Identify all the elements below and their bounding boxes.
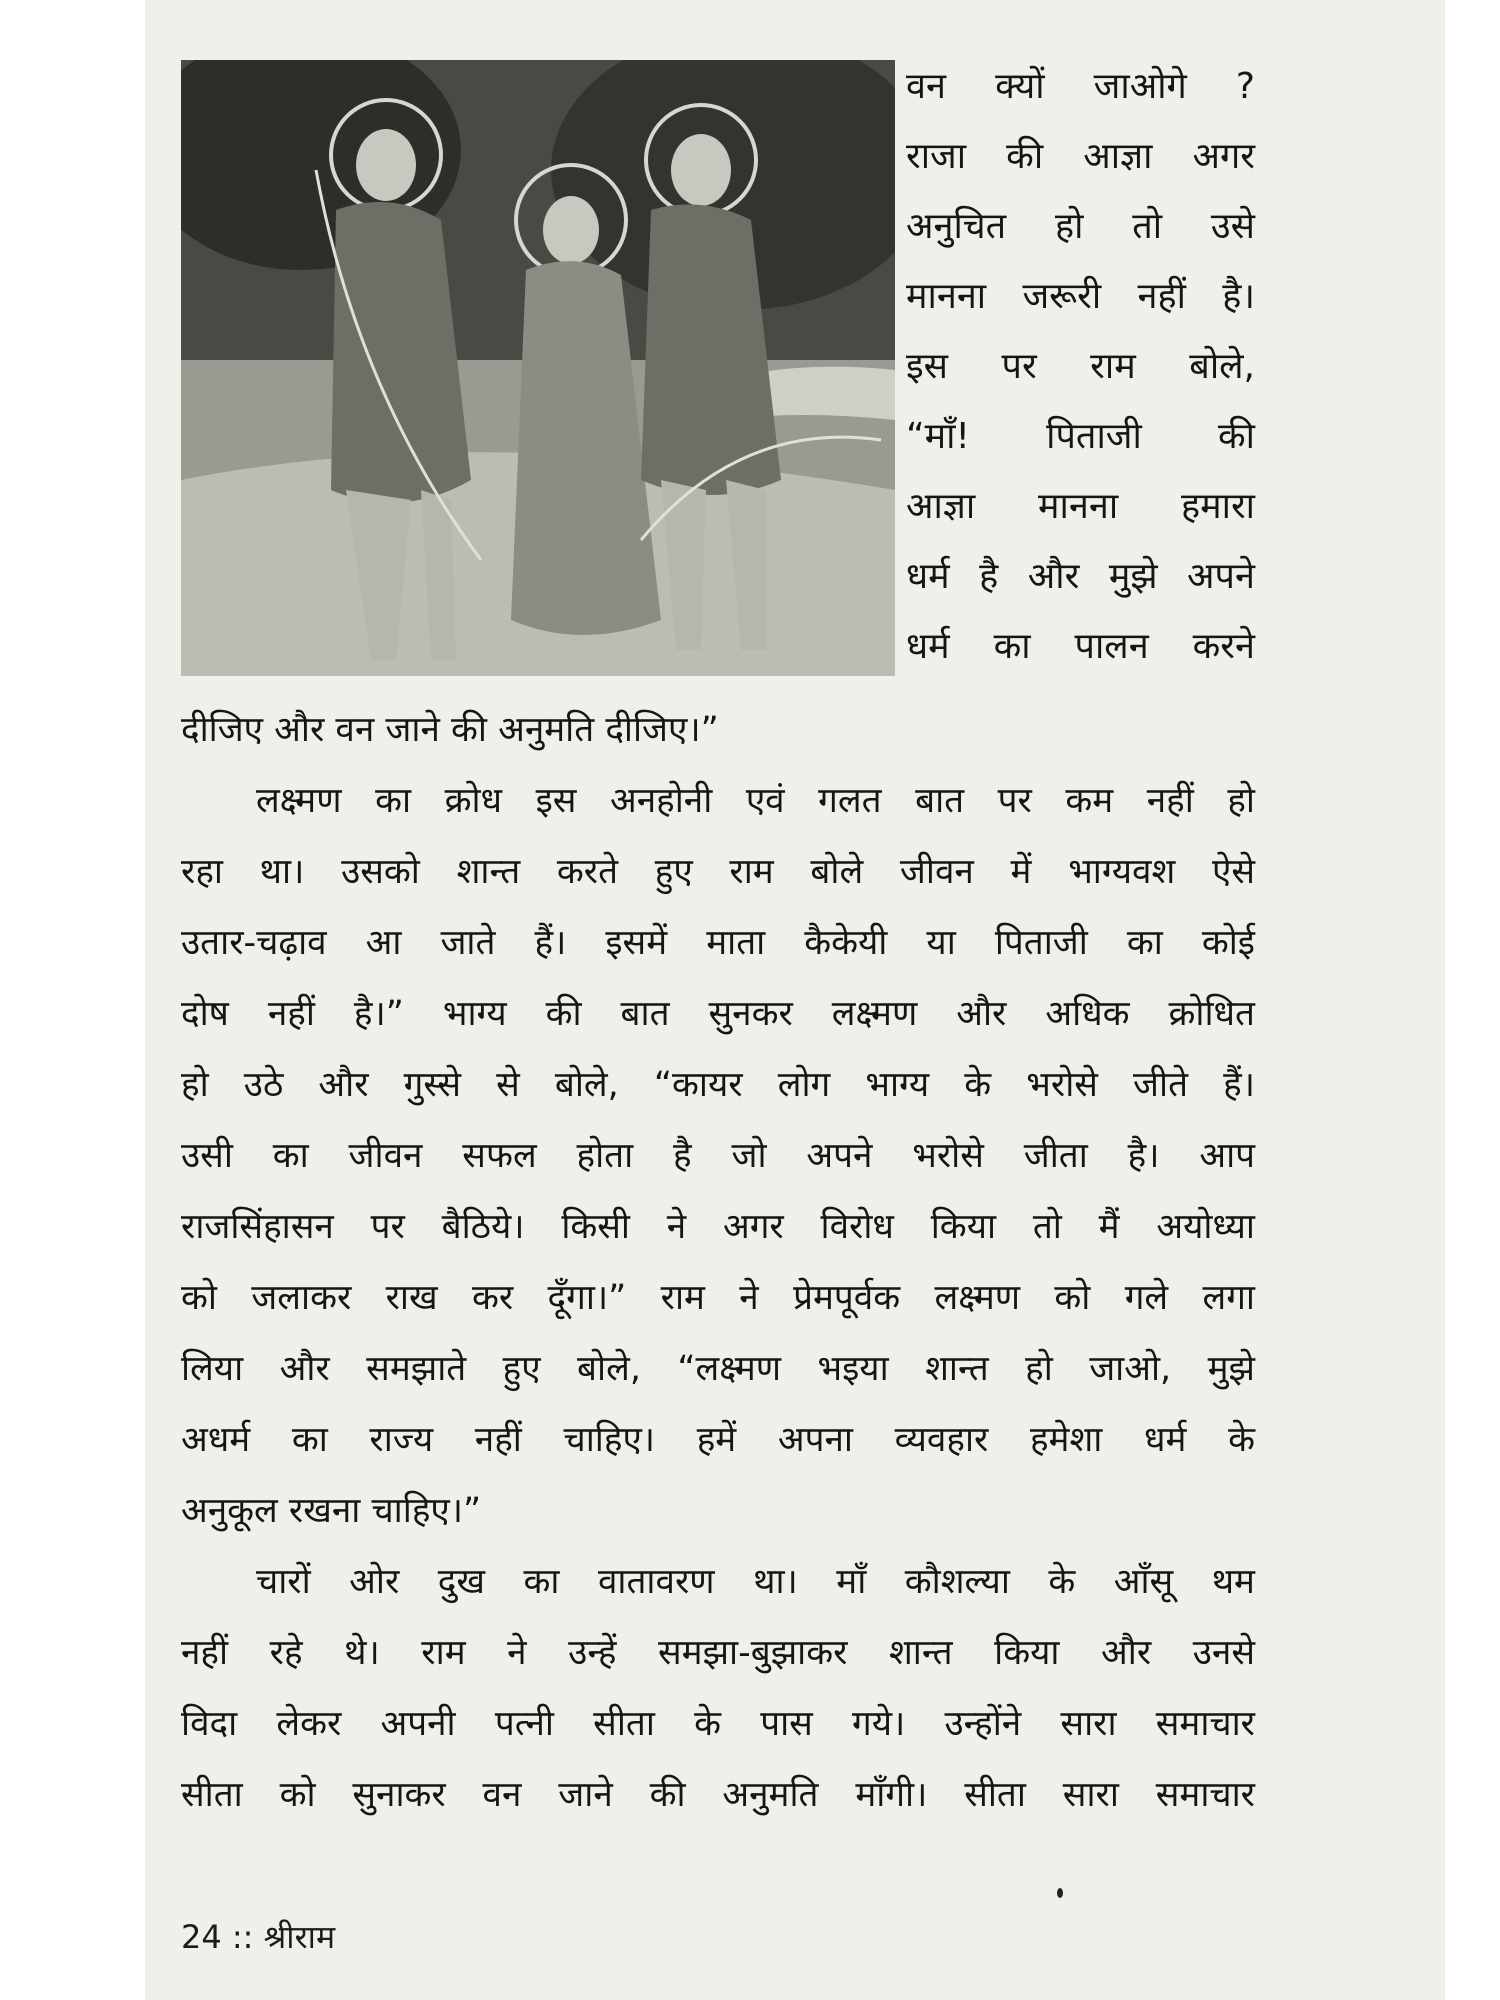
text-line: अनुचित हो तो उसे bbox=[906, 206, 1255, 247]
text-line: नहीं रहे थे। राम ने उन्हें समझा-बुझाकर शान्त किया और उनसे bbox=[181, 1633, 1255, 1673]
text-line: विदा लेकर अपनी पत्नी सीता के पास गये। उन्होंने सारा समाचार bbox=[181, 1704, 1255, 1744]
ink-speck bbox=[1057, 1888, 1063, 1898]
text-line: वन क्यों जाओगे ? bbox=[906, 66, 1255, 107]
text-line: इस पर राम बोले, bbox=[906, 346, 1255, 387]
text-line: राजा की आज्ञा अगर bbox=[906, 136, 1255, 177]
text-line: रहा था। उसको शान्त करते हुए राम बोले जीवन में भाग्यवश ऐसे bbox=[181, 852, 1255, 892]
text-line: को जलाकर राख कर दूँगा।” राम ने प्रेमपूर्वक लक्ष्मण को गले लगा bbox=[181, 1278, 1255, 1318]
text-line: दोष नहीं है।” भाग्य की बात सुनकर लक्ष्मण और अधिक क्रोधित bbox=[181, 994, 1255, 1034]
text-line: लिया और समझाते हुए बोले, “लक्ष्मण भइया शान्त हो जाओ, मुझे bbox=[181, 1349, 1255, 1389]
text-line: आज्ञा मानना हमारा bbox=[906, 486, 1255, 527]
text-line: उसी का जीवन सफल होता है जो अपने भरोसे जीता है। आप bbox=[181, 1136, 1255, 1176]
text-line: उतार-चढ़ाव आ जाते हैं। इसमें माता कैकेयी या पिताजी का कोई bbox=[181, 923, 1255, 963]
text-line: धर्म है और मुझे अपने bbox=[906, 556, 1255, 597]
text-line: राजसिंहासन पर बैठिये। किसी ने अगर विरोध किया तो मैं अयोध्या bbox=[181, 1207, 1255, 1247]
text-line: लक्ष्मण का क्रोध इस अनहोनी एवं गलत बात पर कम नहीं हो bbox=[256, 781, 1255, 821]
illustration bbox=[181, 60, 895, 676]
text-line: मानना जरूरी नहीं है। bbox=[906, 276, 1255, 317]
illustration-drawing bbox=[181, 60, 895, 676]
text-line: हो उठे और गुस्से से बोले, “कायर लोग भाग्य के भरोसे जीते हैं। bbox=[181, 1065, 1255, 1105]
text-line: सीता को सुनाकर वन जाने की अनुमति माँगी। सीता सारा समाचार bbox=[181, 1775, 1255, 1815]
text-line: धर्म का पालन करने bbox=[906, 626, 1255, 667]
text-line: चारों ओर दुख का वातावरण था। माँ कौशल्या के आँसू थम bbox=[256, 1562, 1255, 1602]
page-footer: 24 :: श्रीराम bbox=[181, 1918, 336, 1956]
text-line: अधर्म का राज्य नहीं चाहिए। हमें अपना व्यवहार हमेशा धर्म के bbox=[181, 1420, 1255, 1460]
body-text bbox=[181, 695, 1255, 1831]
text-line: अनुकूल रखना चाहिए।” bbox=[181, 1491, 482, 1531]
text-line: “माँ! पिताजी की bbox=[906, 416, 1255, 457]
wrapped-text-column bbox=[906, 52, 1255, 682]
text-line: दीजिए और वन जाने की अनुमति दीजिए।” bbox=[181, 710, 719, 750]
